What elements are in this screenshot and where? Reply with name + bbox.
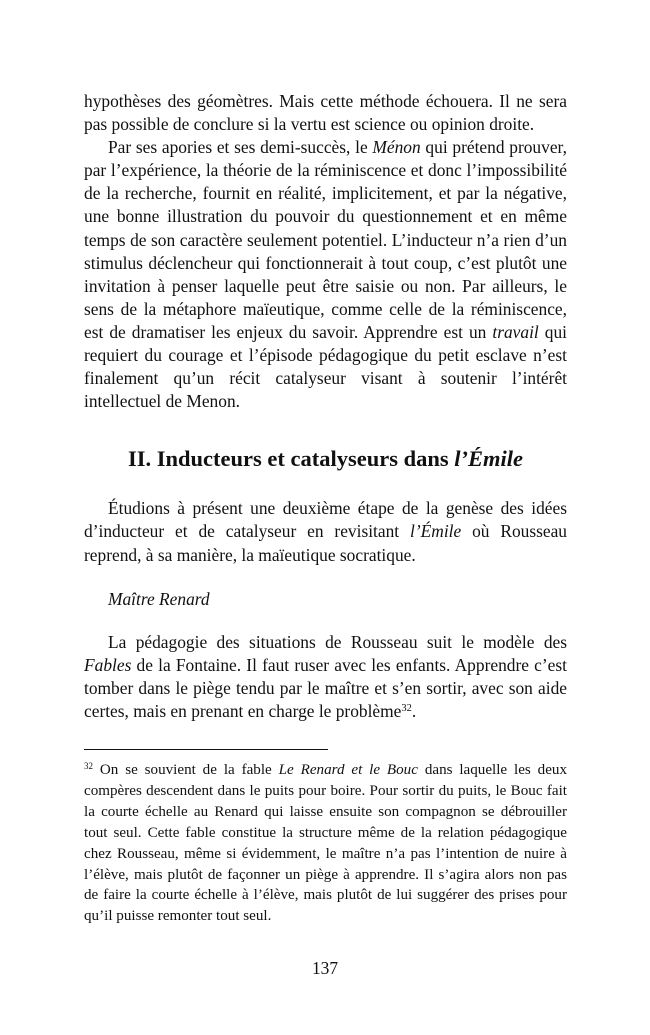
footnote-divider <box>84 749 328 750</box>
section-heading-emile: l’Émile <box>454 446 524 472</box>
emile-title: l’Émile <box>410 521 462 542</box>
paragraph-3-text-a: Étudions à présent une deuxième étape de la genèse des idées d’inducteur et de catalyseur en revisitant <box>84 498 567 542</box>
paragraph-3-text-b: où Rousseau reprend, à sa manière, la maïeutique socratique. <box>84 521 568 565</box>
paragraph-emile-intro <box>84 497 567 566</box>
fable-title: Le Renard et le Bouc <box>278 761 418 778</box>
section-heading <box>84 444 567 474</box>
footnote-reference[interactable]: 32 <box>401 702 412 714</box>
menon-title: Ménon <box>372 137 421 158</box>
paragraph-2-text-c: qui requiert du courage et l’épisode pédagogique du petit esclave n’est finalement qu’un récit catalyseur visant à soutenir l’intérêt intellectuel de Menon. <box>84 321 567 412</box>
paragraph-4-end: . <box>411 700 417 721</box>
section-heading-main: II. Inducteurs et catalyseurs dans <box>127 446 455 472</box>
paragraph-2-text-b: qui prétend prouver, par l’expérience, la théorie de la réminiscence et donc l’impossibilité de la recherche, fournit en réalité, implicitement, et par la négative, une bonne illustration du pouvoir du questionnement et en même temps de son caractère seulement potentiel. L’inducteur n’a rien d’un stimulus déclencheur qui fonctionnerait à tout coup, c’est plutôt une invitation à penser laquelle peut être saisie ou non. Par ailleurs, le sens de la métaphore maïeutique, comme celle de la réminiscence, est de dramatiser les enjeux du savoir. Apprendre est un <box>84 137 567 342</box>
footnote-text-a: On se souvient de la fable <box>93 761 279 778</box>
paragraph-continuation <box>84 90 567 136</box>
footnote <box>84 760 567 927</box>
page-body <box>84 90 567 927</box>
subheading-maitre-renard: Maître Renard <box>108 588 210 609</box>
paragraph-fables <box>84 631 567 723</box>
fables-title: Fables <box>84 654 132 675</box>
paragraph-1-text: hypothèses des géomètres. Mais cette méthode échouera. Il ne sera pas possible de conclure si la vertu est science ou opinion droite. <box>84 91 567 135</box>
paragraph-menon <box>84 136 567 413</box>
paragraph-4-text-a: La pédagogie des situations de Rousseau suit le modèle des <box>108 631 567 652</box>
paragraph-2-text-a: Par ses apories et ses demi-succès, le <box>108 137 373 158</box>
paragraph-4-text-b: de la Fontaine. Il faut ruser avec les enfants. Apprendre c’est tomber dans le piège tendu par le maître et s’en sortir, avec son aide certes, mais en prenant en charge le problème <box>84 654 567 721</box>
footnote-number: 32 <box>84 760 93 771</box>
page-number: 137 <box>311 958 339 978</box>
footnote-text-b: dans laquelle les deux compères descendent dans le puits pour boire. Pour sortir du puits, le Bouc fait la courte échelle au Renard qui laisse ensuite son compagnon se débrouiller tout seul. Cette fable constitue la structure même de la relation pédagogique chez Rousseau, même si évidemment, le maître n’a pas l’intention de nuire à l’élève, mais plutôt de façonner un piège à apprendre. Il s’agira alors non pas de faire la courte échelle à l’élève, mais plutôt de lui suggérer des prises pour qu’il puisse remonter tout seul. <box>84 761 568 925</box>
travail-emphasis: travail <box>492 321 539 342</box>
